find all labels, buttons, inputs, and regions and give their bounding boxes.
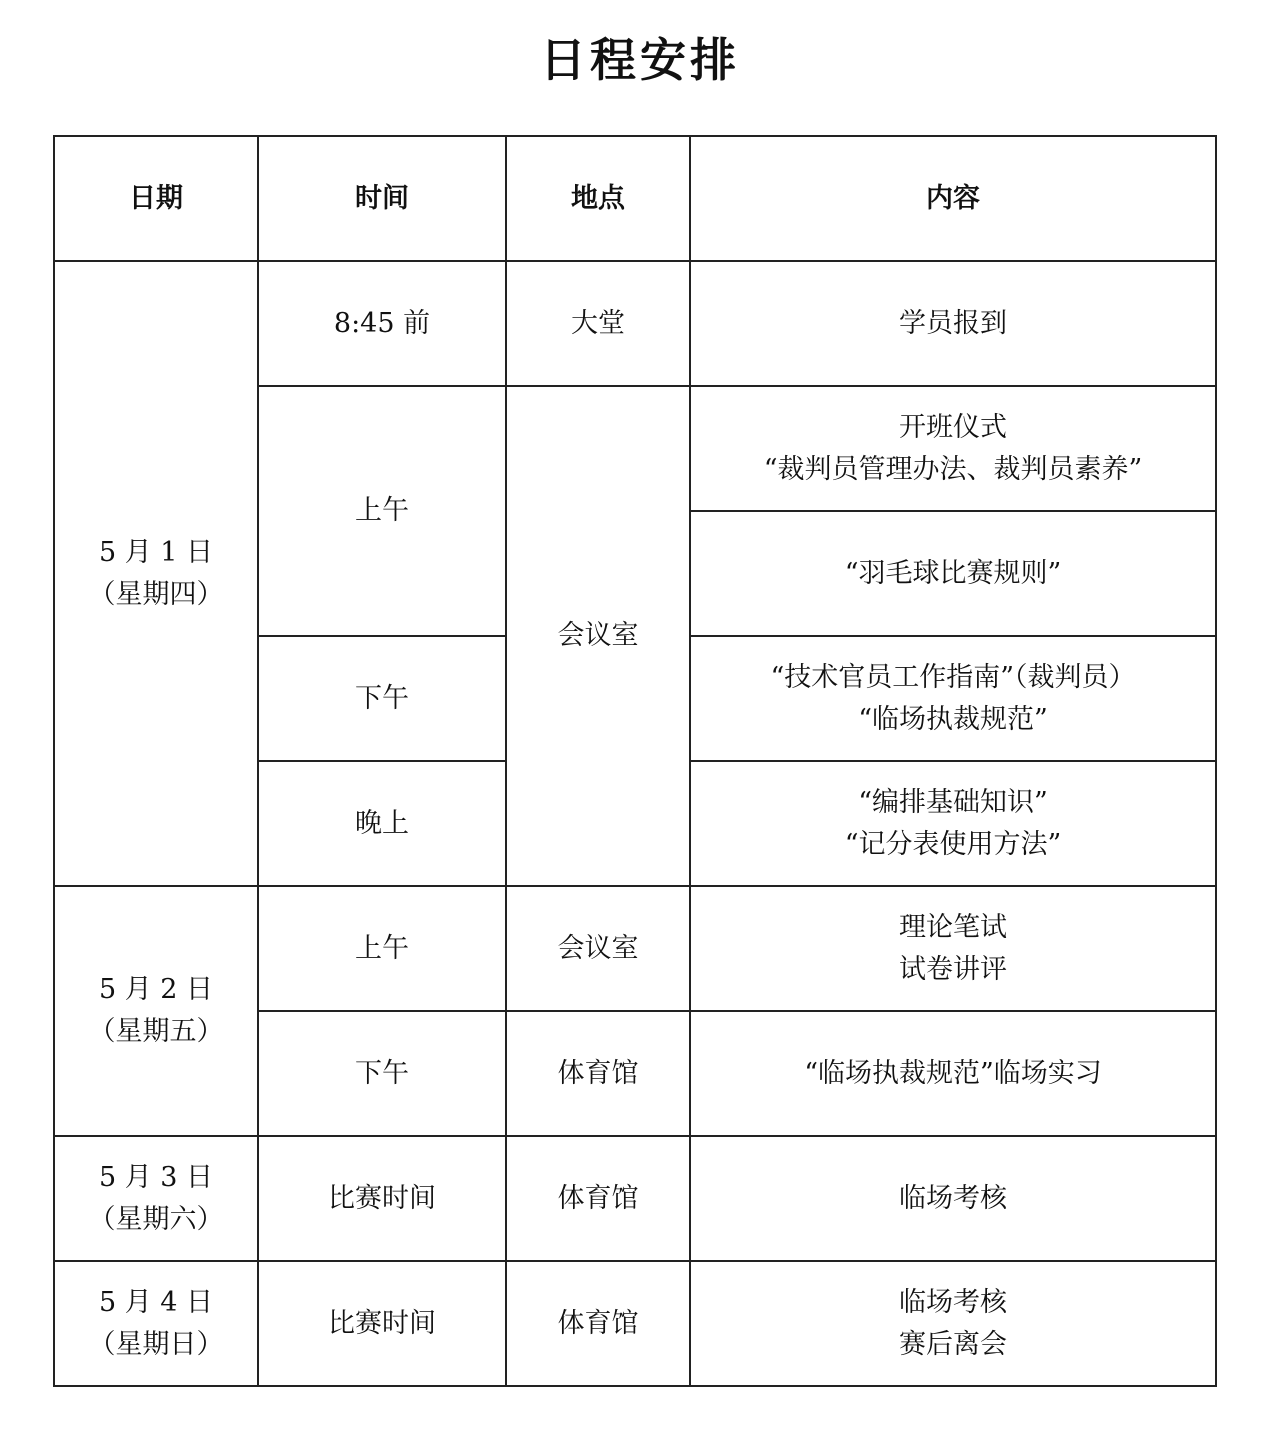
date-cell xyxy=(54,1261,258,1386)
content-cell xyxy=(690,761,1216,886)
content-cell xyxy=(690,1136,1216,1261)
time-cell: 比赛时间 xyxy=(258,1136,506,1261)
date-text: 5 月 3 日 xyxy=(98,1161,214,1193)
weekday-text: （星期五） xyxy=(88,1016,224,1047)
content-cell xyxy=(690,886,1216,1011)
time-cell: 晚上 xyxy=(258,761,506,886)
table-row xyxy=(54,1261,1216,1386)
content-line: 开班仪式 xyxy=(899,411,1007,443)
table-row xyxy=(54,886,1216,1011)
location-cell: 会议室 xyxy=(506,886,690,1011)
time-cell: 下午 xyxy=(258,636,506,761)
date-cell xyxy=(54,886,258,1136)
content-line: “记分表使用方法” xyxy=(844,828,1062,860)
header-time: 时间 xyxy=(258,136,506,261)
content-line: 临场考核 xyxy=(899,1286,1007,1318)
content-cell xyxy=(690,261,1216,386)
date-text: 5 月 2 日 xyxy=(98,974,214,1005)
content-cell xyxy=(690,1011,1216,1136)
content-cell xyxy=(690,636,1216,761)
location-cell: 体育馆 xyxy=(506,1011,690,1136)
table-header-row xyxy=(54,136,1216,261)
location-cell: 会议室 xyxy=(506,386,690,886)
content-line: 临场考核 xyxy=(899,1182,1007,1214)
location-cell: 体育馆 xyxy=(506,1136,690,1261)
schedule-table xyxy=(53,135,1217,1387)
time-cell: 比赛时间 xyxy=(258,1261,506,1386)
table-row xyxy=(54,261,1216,386)
content-line: “临场执裁规范” xyxy=(858,703,1048,735)
content-line: 赛后离会 xyxy=(899,1328,1007,1360)
weekday-text: （星期六） xyxy=(88,1203,224,1235)
content-line: 学员报到 xyxy=(899,307,1007,339)
date-text: 5 月 1 日 xyxy=(98,536,214,568)
content-line: 试卷讲评 xyxy=(899,953,1007,985)
time-cell: 下午 xyxy=(258,1011,506,1136)
content-cell xyxy=(690,1261,1216,1386)
content-line: “编排基础知识” xyxy=(858,786,1048,818)
header-date: 日期 xyxy=(54,136,258,261)
weekday-text: （星期四） xyxy=(88,578,224,610)
content-line: 理论笔试 xyxy=(899,911,1007,943)
date-cell xyxy=(54,261,258,886)
content-line: “技术官员工作指南”（裁判员） xyxy=(770,661,1136,693)
time-cell: 上午 xyxy=(258,886,506,1011)
date-text: 5 月 4 日 xyxy=(98,1286,214,1318)
header-content: 内容 xyxy=(690,136,1216,261)
table-row xyxy=(54,1136,1216,1261)
weekday-text: （星期日） xyxy=(88,1328,224,1360)
content-cell xyxy=(690,386,1216,511)
content-line: “临场执裁规范”临场实习 xyxy=(804,1057,1102,1089)
content-line: “裁判员管理办法、裁判员素养” xyxy=(763,453,1143,485)
header-location: 地点 xyxy=(506,136,690,261)
content-cell xyxy=(690,511,1216,636)
content-line: “羽毛球比赛规则” xyxy=(844,557,1062,589)
page-title: 日程安排 xyxy=(540,33,740,87)
location-cell: 体育馆 xyxy=(506,1261,690,1386)
time-cell: 8:45 前 xyxy=(258,261,506,386)
date-cell xyxy=(54,1136,258,1261)
time-cell: 上午 xyxy=(258,386,506,636)
location-cell: 大堂 xyxy=(506,261,690,386)
